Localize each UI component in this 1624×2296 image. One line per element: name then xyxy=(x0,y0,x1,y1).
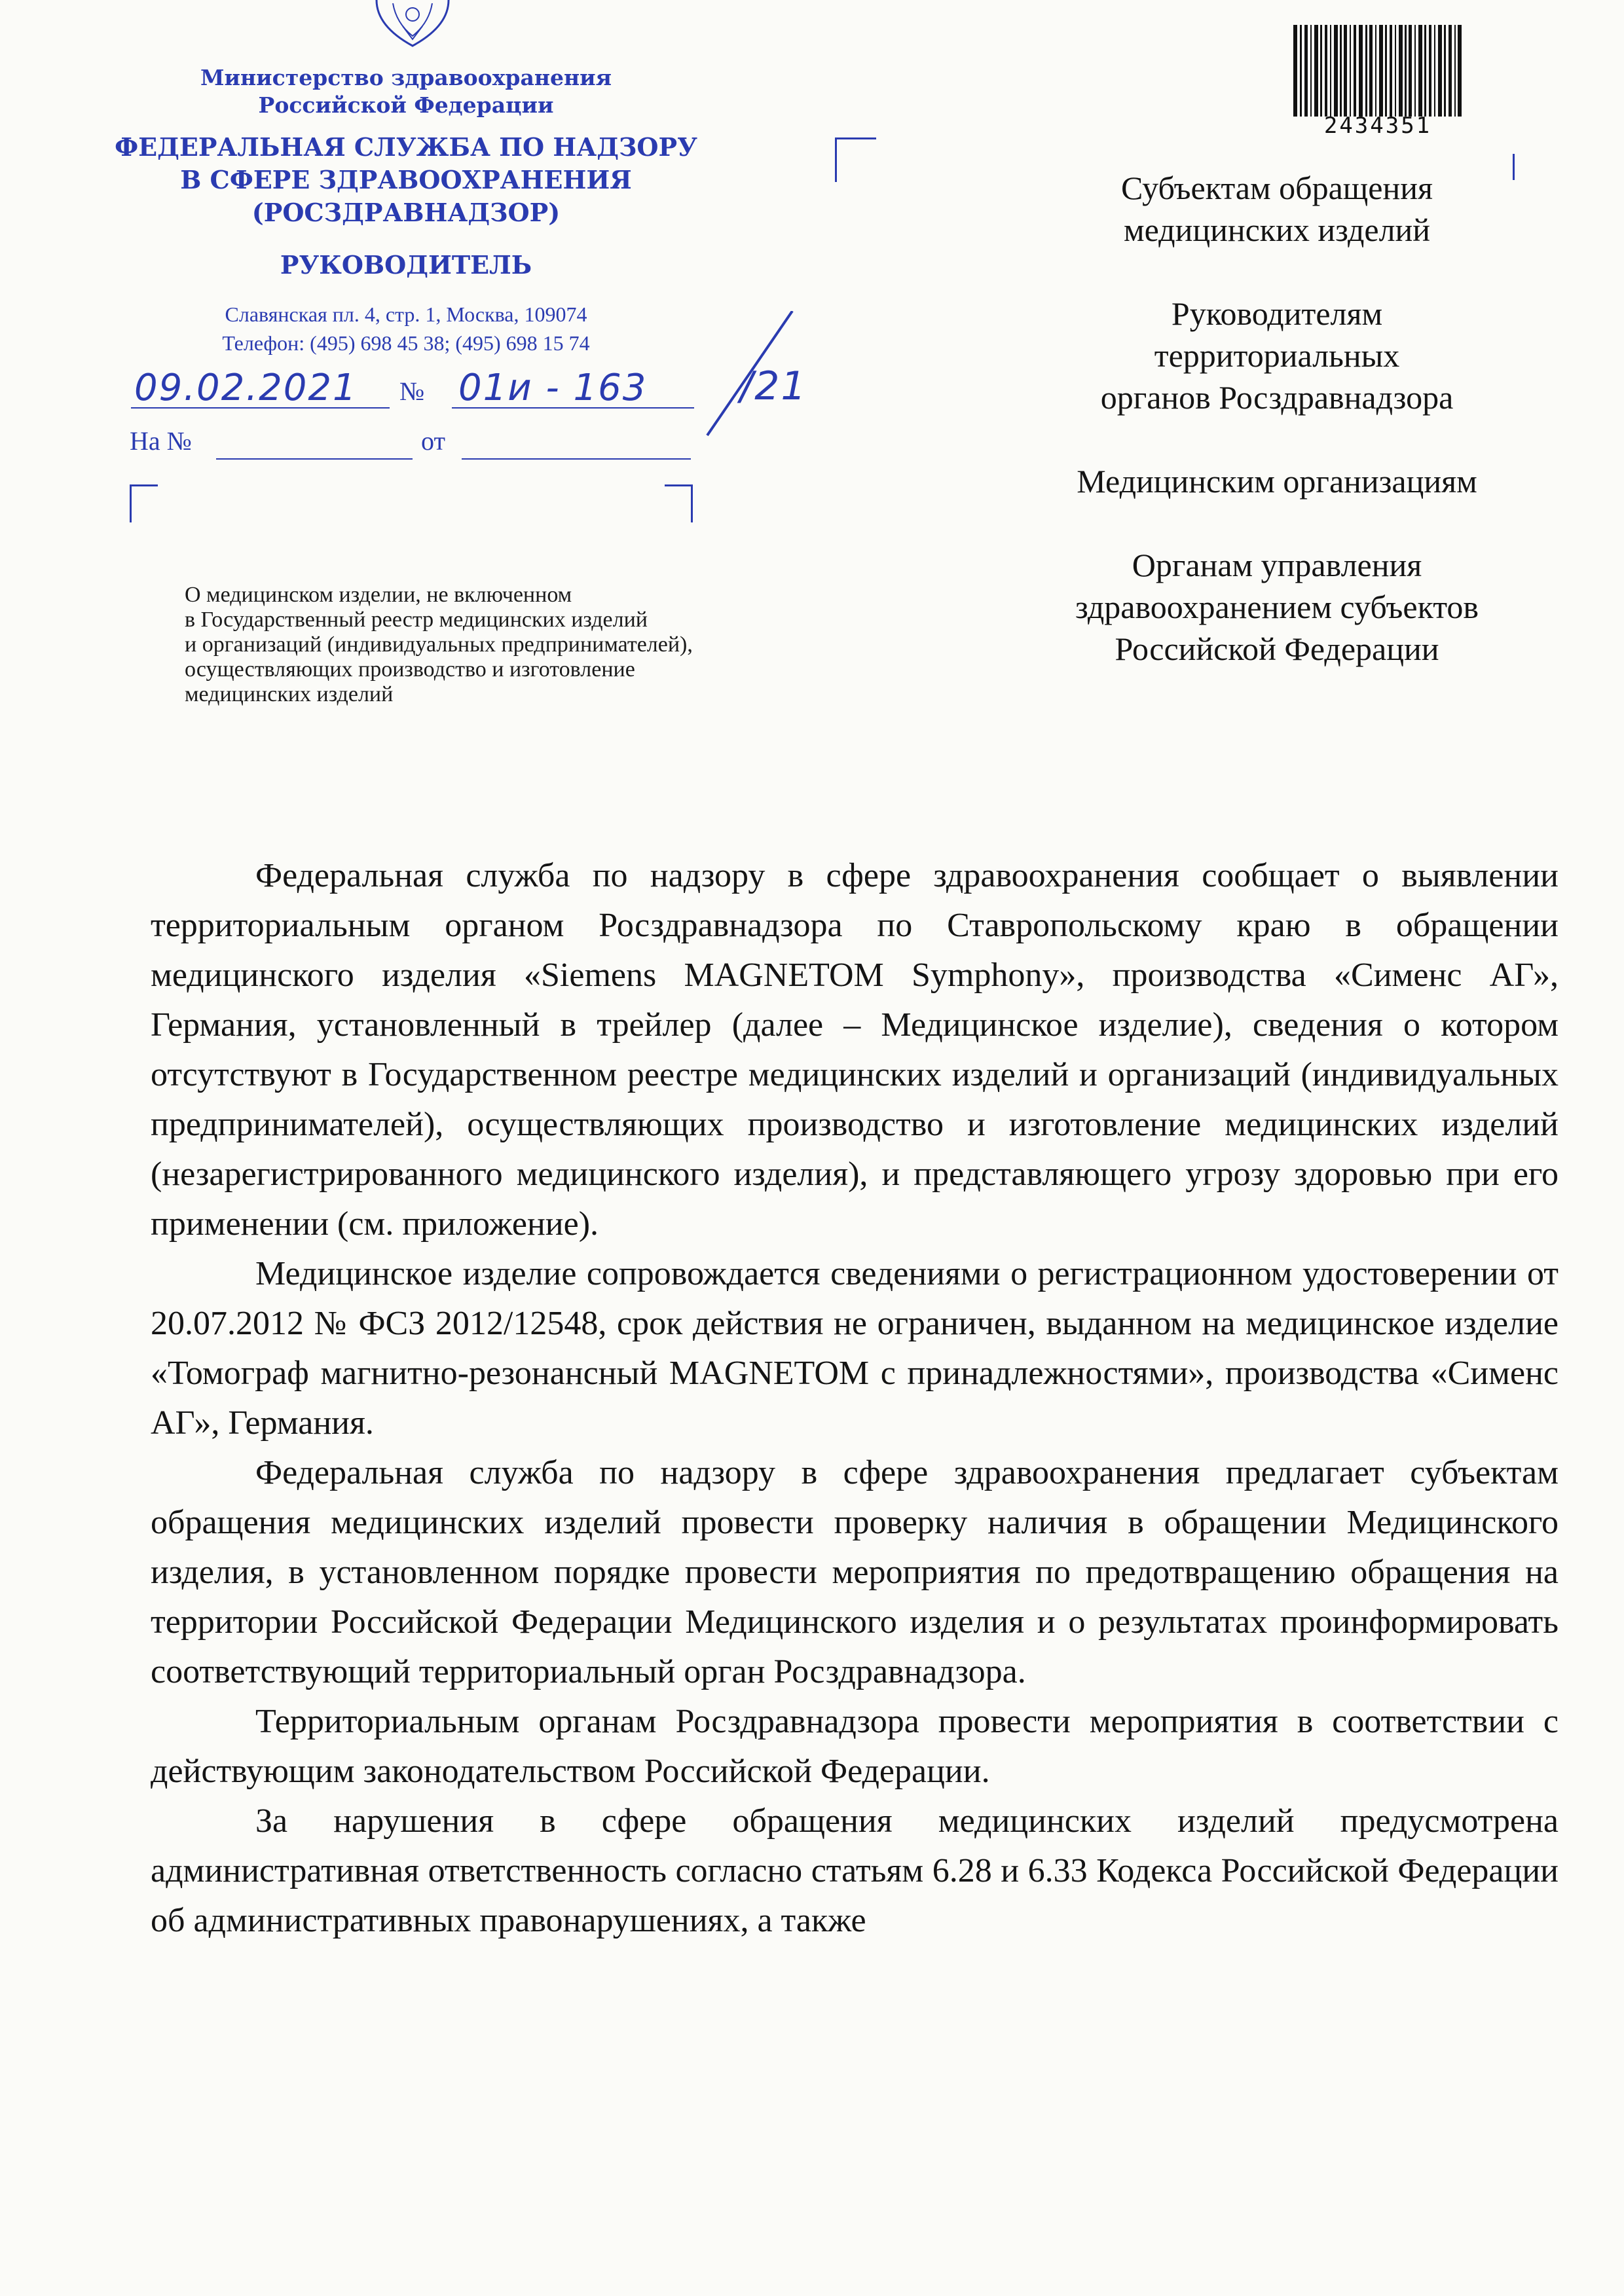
position-title: РУКОВОДИТЕЛЬ xyxy=(280,250,532,280)
addressee-2-line-3: органов Росздравнадзора xyxy=(1100,379,1454,416)
date-underline xyxy=(131,407,390,409)
addressee-1-line-1: Субъектам обращения xyxy=(1121,170,1433,206)
ministry-name xyxy=(111,64,701,119)
addressee-2-line-2: территориальных xyxy=(1154,337,1400,374)
addressee-3 xyxy=(982,460,1572,502)
phone: Телефон: (495) 698 45 38; (495) 698 15 74 xyxy=(222,331,590,355)
addressee-3-line-1: Медицинским организациям xyxy=(1077,463,1477,500)
number-sign: № xyxy=(399,376,425,406)
registration-date: 09.02.2021 xyxy=(134,367,358,409)
body-paragraph-5: За нарушения в сфере обращения медицинских изделий предусмотрена административная ответственность согласно статьям 6.28 и 6.33 Кодекса Российской Федерации об административных правонарушениях, а также xyxy=(151,1802,1559,1939)
address: Славянская пл. 4, стр. 1, Москва, 109074 xyxy=(225,302,587,326)
subject-line-1: О медицинском изделии, не включенном xyxy=(185,583,572,607)
registration-number: 01и - 163 xyxy=(458,367,648,409)
body-paragraph-4: Территориальным органам Росздравнадзора провести мероприятия в соответствии с действующим законодательством Российской Федерации. xyxy=(151,1703,1559,1790)
registration-suffix: /21 xyxy=(740,363,807,409)
reference-prefix: На № xyxy=(130,426,192,456)
addressee-4-line-1: Органам управления xyxy=(1132,547,1422,583)
subject-line-2: в Государственный реестр медицинских изделий xyxy=(185,608,648,632)
reference-date-line xyxy=(462,458,691,460)
reference-from: от xyxy=(421,426,445,456)
body-paragraph-2: Медицинское изделие сопровождается сведениями о регистрационном удостоверении от 20.07.2012 № ФСЗ 2012/12548, срок действия не ограничен, выданном на медицинское изделие «Томограф магнитно-резонансный MAGNETOM с принадлежностями», производства «Сименс АГ», Германия. xyxy=(151,1255,1559,1442)
service-line-2: В СФЕРЕ ЗДРАВООХРАНЕНИЯ xyxy=(180,165,632,194)
ministry-line-2: Российской Федерации xyxy=(258,92,554,118)
ministry-line-1: Министерство здравоохранения xyxy=(200,65,612,90)
addressee-1-line-2: медицинских изделий xyxy=(1123,211,1431,248)
subject xyxy=(185,583,872,707)
letter-body xyxy=(151,851,1559,1946)
addressee-4-line-3: Российской Федерации xyxy=(1115,630,1439,667)
addressee-1 xyxy=(982,167,1572,251)
body-paragraph-3: Федеральная служба по надзору в сфере здравоохранения предлагает субъектам обращения медицинских изделий провести проверку наличия в обращении Медицинского изделия, в установленном порядке провести мероприятия по предотвращению обращения на территории Российской Федерации Медицинского изделия и о результатах проинформировать соответствующий территориальный орган Росздравнадзора. xyxy=(151,1454,1559,1690)
addressee-4-line-2: здравоохранением субъектов xyxy=(1075,589,1479,625)
bracket-top-right xyxy=(665,484,693,522)
contact-block xyxy=(111,300,701,357)
subject-line-4: осуществляющих производство и изготовление xyxy=(185,657,635,682)
service-line-1: ФЕДЕРАЛЬНАЯ СЛУЖБА ПО НАДЗОРУ xyxy=(115,132,697,162)
barcode xyxy=(1293,25,1462,117)
addressee-bracket-left xyxy=(835,137,876,182)
addressee-2 xyxy=(982,293,1572,418)
reference-number-line xyxy=(216,458,413,460)
barcode-number: 2434351 xyxy=(1323,113,1432,139)
addressee-2-line-1: Руководителям xyxy=(1171,295,1383,332)
service-line-3: (РОСЗДРАВНАДЗОР) xyxy=(251,198,561,227)
bracket-top-left xyxy=(130,484,158,522)
number-underline xyxy=(452,407,694,409)
service-name xyxy=(111,131,701,229)
body-paragraph-1: Федеральная служба по надзору в сфере здравоохранения сообщает о выявлении территориальным органом Росздравнадзора по Ставропольскому краю в обращении медицинского изделия «Siemens MAGNETOM Symphony», производства «Сименс АГ», Германия, установленный в трейлер (далее – Медицинское изделие), сведения о котором отсутствуют в Государственном реестре медицинских изделий и организаций (индивидуальных предпринимателей), осуществляющих производство и изготовление медицинских изделий (незарегистрированного медицинского изделия), и представляющего угрозу здоровью при его применении (см. приложение). xyxy=(151,857,1559,1243)
addressee-4 xyxy=(982,544,1572,670)
subject-line-5: медицинских изделий xyxy=(185,682,394,706)
coat-of-arms-emblem xyxy=(363,0,462,48)
subject-line-3: и организаций (индивидуальных предпринимателей), xyxy=(185,632,693,657)
addressee-block xyxy=(982,167,1572,712)
